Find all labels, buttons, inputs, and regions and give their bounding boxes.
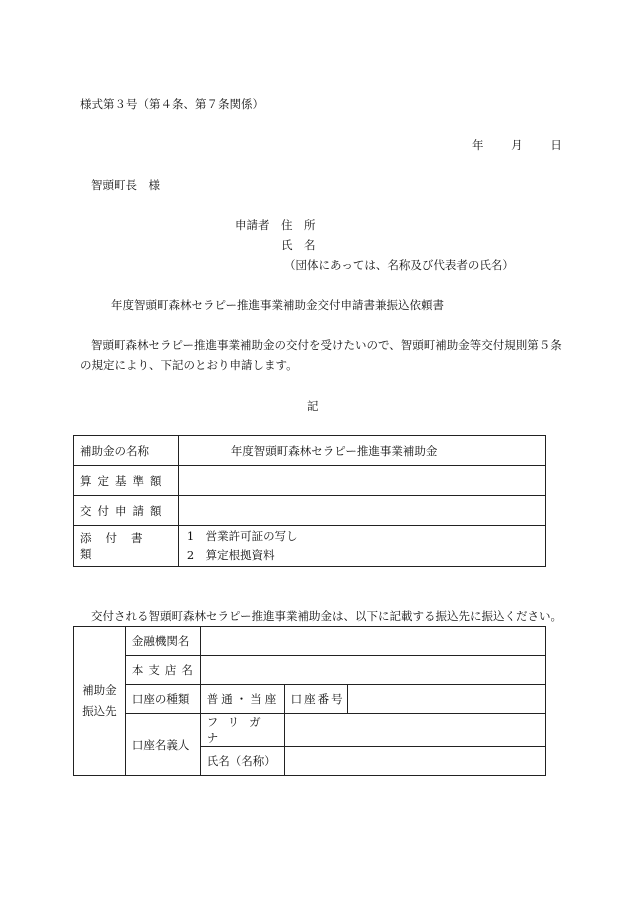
transfer-table (73, 626, 546, 776)
table-row (74, 436, 546, 466)
applicant-label: 申請者 (235, 218, 270, 232)
date-day-label: 日 (550, 138, 562, 152)
account-type-value-text: 普通・当座 (206, 692, 280, 706)
table-row (74, 627, 546, 656)
furigana-label-text: フリガナ (206, 715, 271, 745)
body-text-line-1: 智頭町森林セラピー推進事業補助金の交付を受けたいので、智頭町補助金等交付規則第５条 (91, 338, 562, 352)
request-amount-value[interactable] (178, 496, 545, 526)
applicant-note: （団体にあっては、名称及び代表者の氏名） (284, 258, 514, 272)
addressee: 智頭町長 様 (91, 178, 160, 192)
ki-heading: 記 (307, 399, 319, 413)
holder-label-text: 口座名義人 (131, 737, 190, 752)
holder-name-value[interactable] (284, 747, 545, 776)
table-row (74, 714, 546, 747)
subsidy-name-value (178, 436, 545, 466)
request-amount-label (74, 496, 179, 526)
furigana-label (200, 714, 284, 747)
transfer-note: 交付される智頭町森林セラピー推進事業補助金は、以下に記載する振込先に振込ください。 (91, 609, 563, 623)
account-number-label-text: 口座番号 (290, 692, 345, 706)
account-type-label (125, 685, 200, 714)
account-number-value[interactable] (348, 685, 546, 714)
furigana-value[interactable] (284, 714, 545, 747)
account-type-value[interactable] (200, 685, 284, 714)
subsidy-name-label (74, 436, 179, 466)
branch-label-text: 本支店名 (131, 663, 198, 677)
table-row (74, 685, 546, 714)
holder-name-label-text: 氏名（名称） (206, 754, 276, 768)
transfer-side-label (74, 627, 126, 776)
application-table (73, 435, 546, 567)
transfer-side-label-1: 補助金 (82, 683, 117, 697)
date-month-label: 月 (511, 138, 523, 152)
transfer-side-label-2: 振込先 (82, 704, 117, 718)
holder-label (125, 714, 200, 776)
subsidy-name-value-text: 年度智頭町森林セラピー推進事業補助金 (230, 443, 438, 458)
date-year-label: 年 (472, 138, 484, 152)
applicant-name-label: 氏 名 (281, 238, 316, 252)
request-amount-label-text: 交付申請額 (80, 503, 168, 518)
table-row (74, 656, 546, 685)
bank-value[interactable] (200, 627, 545, 656)
applicant-address-label: 住 所 (281, 218, 316, 232)
branch-value[interactable] (200, 656, 545, 685)
holder-name-label (200, 747, 284, 776)
date-line (472, 137, 562, 153)
base-amount-label (74, 466, 179, 496)
subsidy-name-label-text: 補助金の名称 (80, 443, 149, 458)
base-amount-label-text: 算定基準額 (80, 473, 168, 488)
table-row (74, 526, 546, 567)
account-type-label-text: 口座の種類 (131, 692, 190, 706)
form-number: 様式第３号（第４条、第７条関係） (80, 97, 264, 111)
attachment-item-2: 2 算定根拠資料 (186, 548, 275, 562)
branch-label (125, 656, 200, 685)
attachments-label (74, 526, 179, 567)
document-title: 年度智頭町森林セラピー推進事業補助金交付申請書兼振込依頼書 (111, 298, 445, 312)
base-amount-value[interactable] (178, 466, 545, 496)
bank-label (125, 627, 200, 656)
table-row (74, 466, 546, 496)
attachments-label-text: 添付書類 (80, 531, 157, 561)
body-text-line-2: の規定により、下記のとおり申請します。 (80, 358, 298, 372)
attachment-item-1: 1 営業許可証の写し (186, 529, 298, 543)
attachments-value (178, 526, 545, 567)
account-number-label (284, 685, 348, 714)
bank-label-text: 金融機関名 (131, 634, 190, 648)
table-row (74, 496, 546, 526)
